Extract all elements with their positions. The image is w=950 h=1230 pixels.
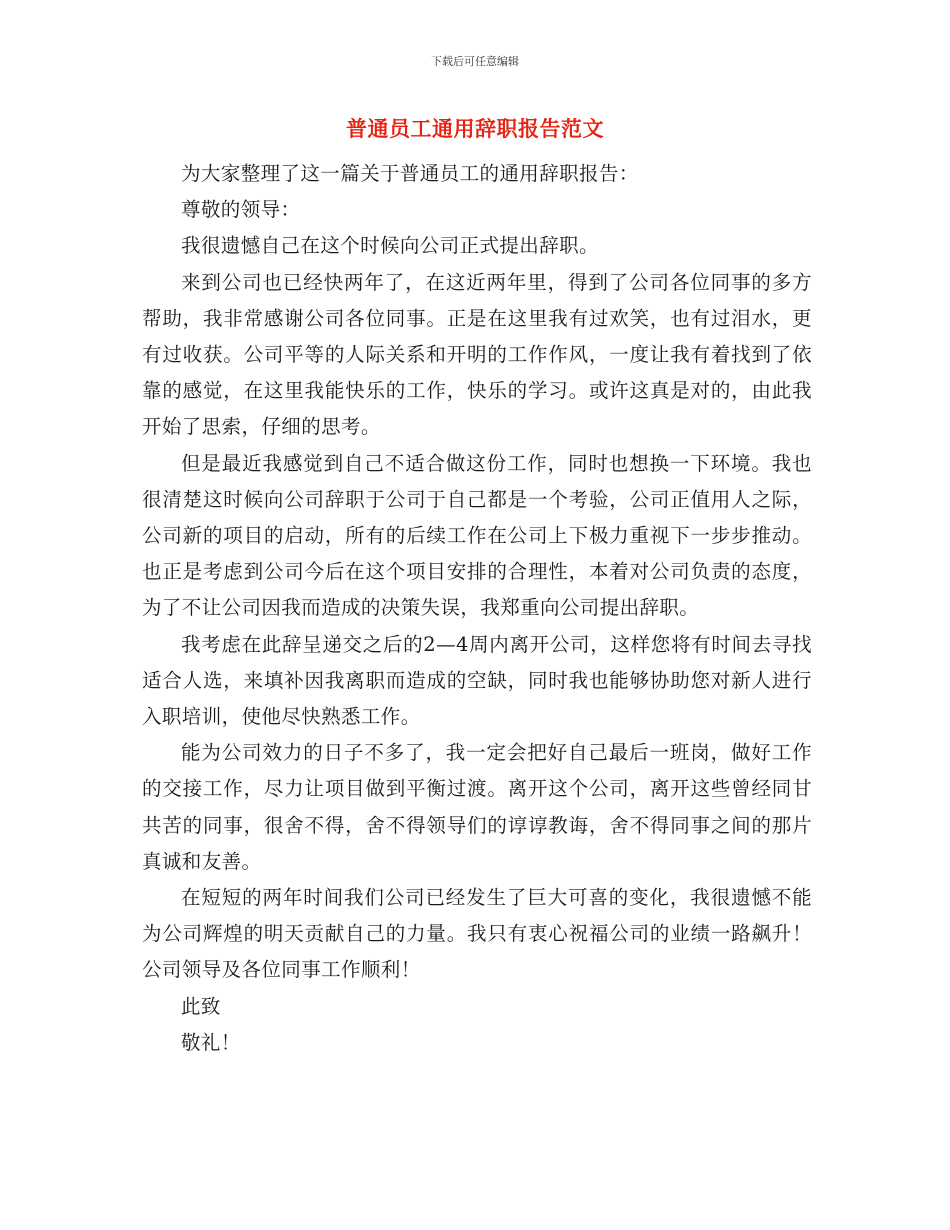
header-note: 下载后可任意编辑	[431, 55, 519, 68]
paragraph: 在短短的两年时间我们公司已经发生了巨大可喜的变化，我很遗憾不能为公司辉煌的明天贡献自己的力量。我只有衷心祝福公司的业绩一路飙升！公司领导及各位同事工作顺利！	[142, 886, 812, 982]
paragraph: 尊敬的领导：	[181, 198, 301, 222]
document-body	[142, 156, 812, 1061]
paragraph: 为大家整理了这一篇关于普通员工的通用辞职报告：	[181, 162, 639, 185]
paragraph: 来到公司也已经快两年了，在这近两年里，得到了公司各位同事的多方帮助，我非常感谢公司各位同事。正是在这里我有过欢笑，也有过泪水，更有过收获。公司平等的人际关系和开明的工作作风，一度让我有着找到了依靠的感觉，在这里我能快乐的工作，快乐的学习。或许这真是对的，由此我开始了思索，仔细的思考。	[142, 270, 812, 439]
paragraph: 此致	[181, 994, 221, 1018]
paragraph: 敬礼！	[181, 1030, 241, 1054]
paragraph: 我考虑在此辞呈递交之后的2—4周内离开公司，这样您将有时间去寻找适合人选，来填补因我离职而造成的空缺，同时我也能够协助您对新人进行入职培训，使他尽快熟悉工作。	[142, 632, 812, 729]
paragraph: 我很遗憾自己在这个时候向公司正式提出辞职。	[181, 234, 599, 258]
paragraph: 但是最近我感觉到自己不适合做这份工作，同时也想换一下环境。我也很清楚这时候向公司辞职于公司于自己都是一个考验，公司正值用人之际，公司新的项目的启动，所有的后续工作在公司上下极力重视下一步步推动。也正是考虑到公司今后在这个项目安排的合理性，本着对公司负责的态度，为了不让公司因我而造成的决策失误，我郑重向公司提出辞职。	[142, 451, 812, 620]
paragraph: 能为公司效力的日子不多了，我一定会把好自己最后一班岗，做好工作的交接工作，尽力让项目做到平衡过渡。离开这个公司，离开这些曾经同甘共苦的同事，很舍不得，舍不得领导们的谆谆教诲，舍不得同事之间的那片真诚和友善。	[142, 741, 812, 873]
document-title: 普通员工通用辞职报告范文	[346, 116, 604, 141]
